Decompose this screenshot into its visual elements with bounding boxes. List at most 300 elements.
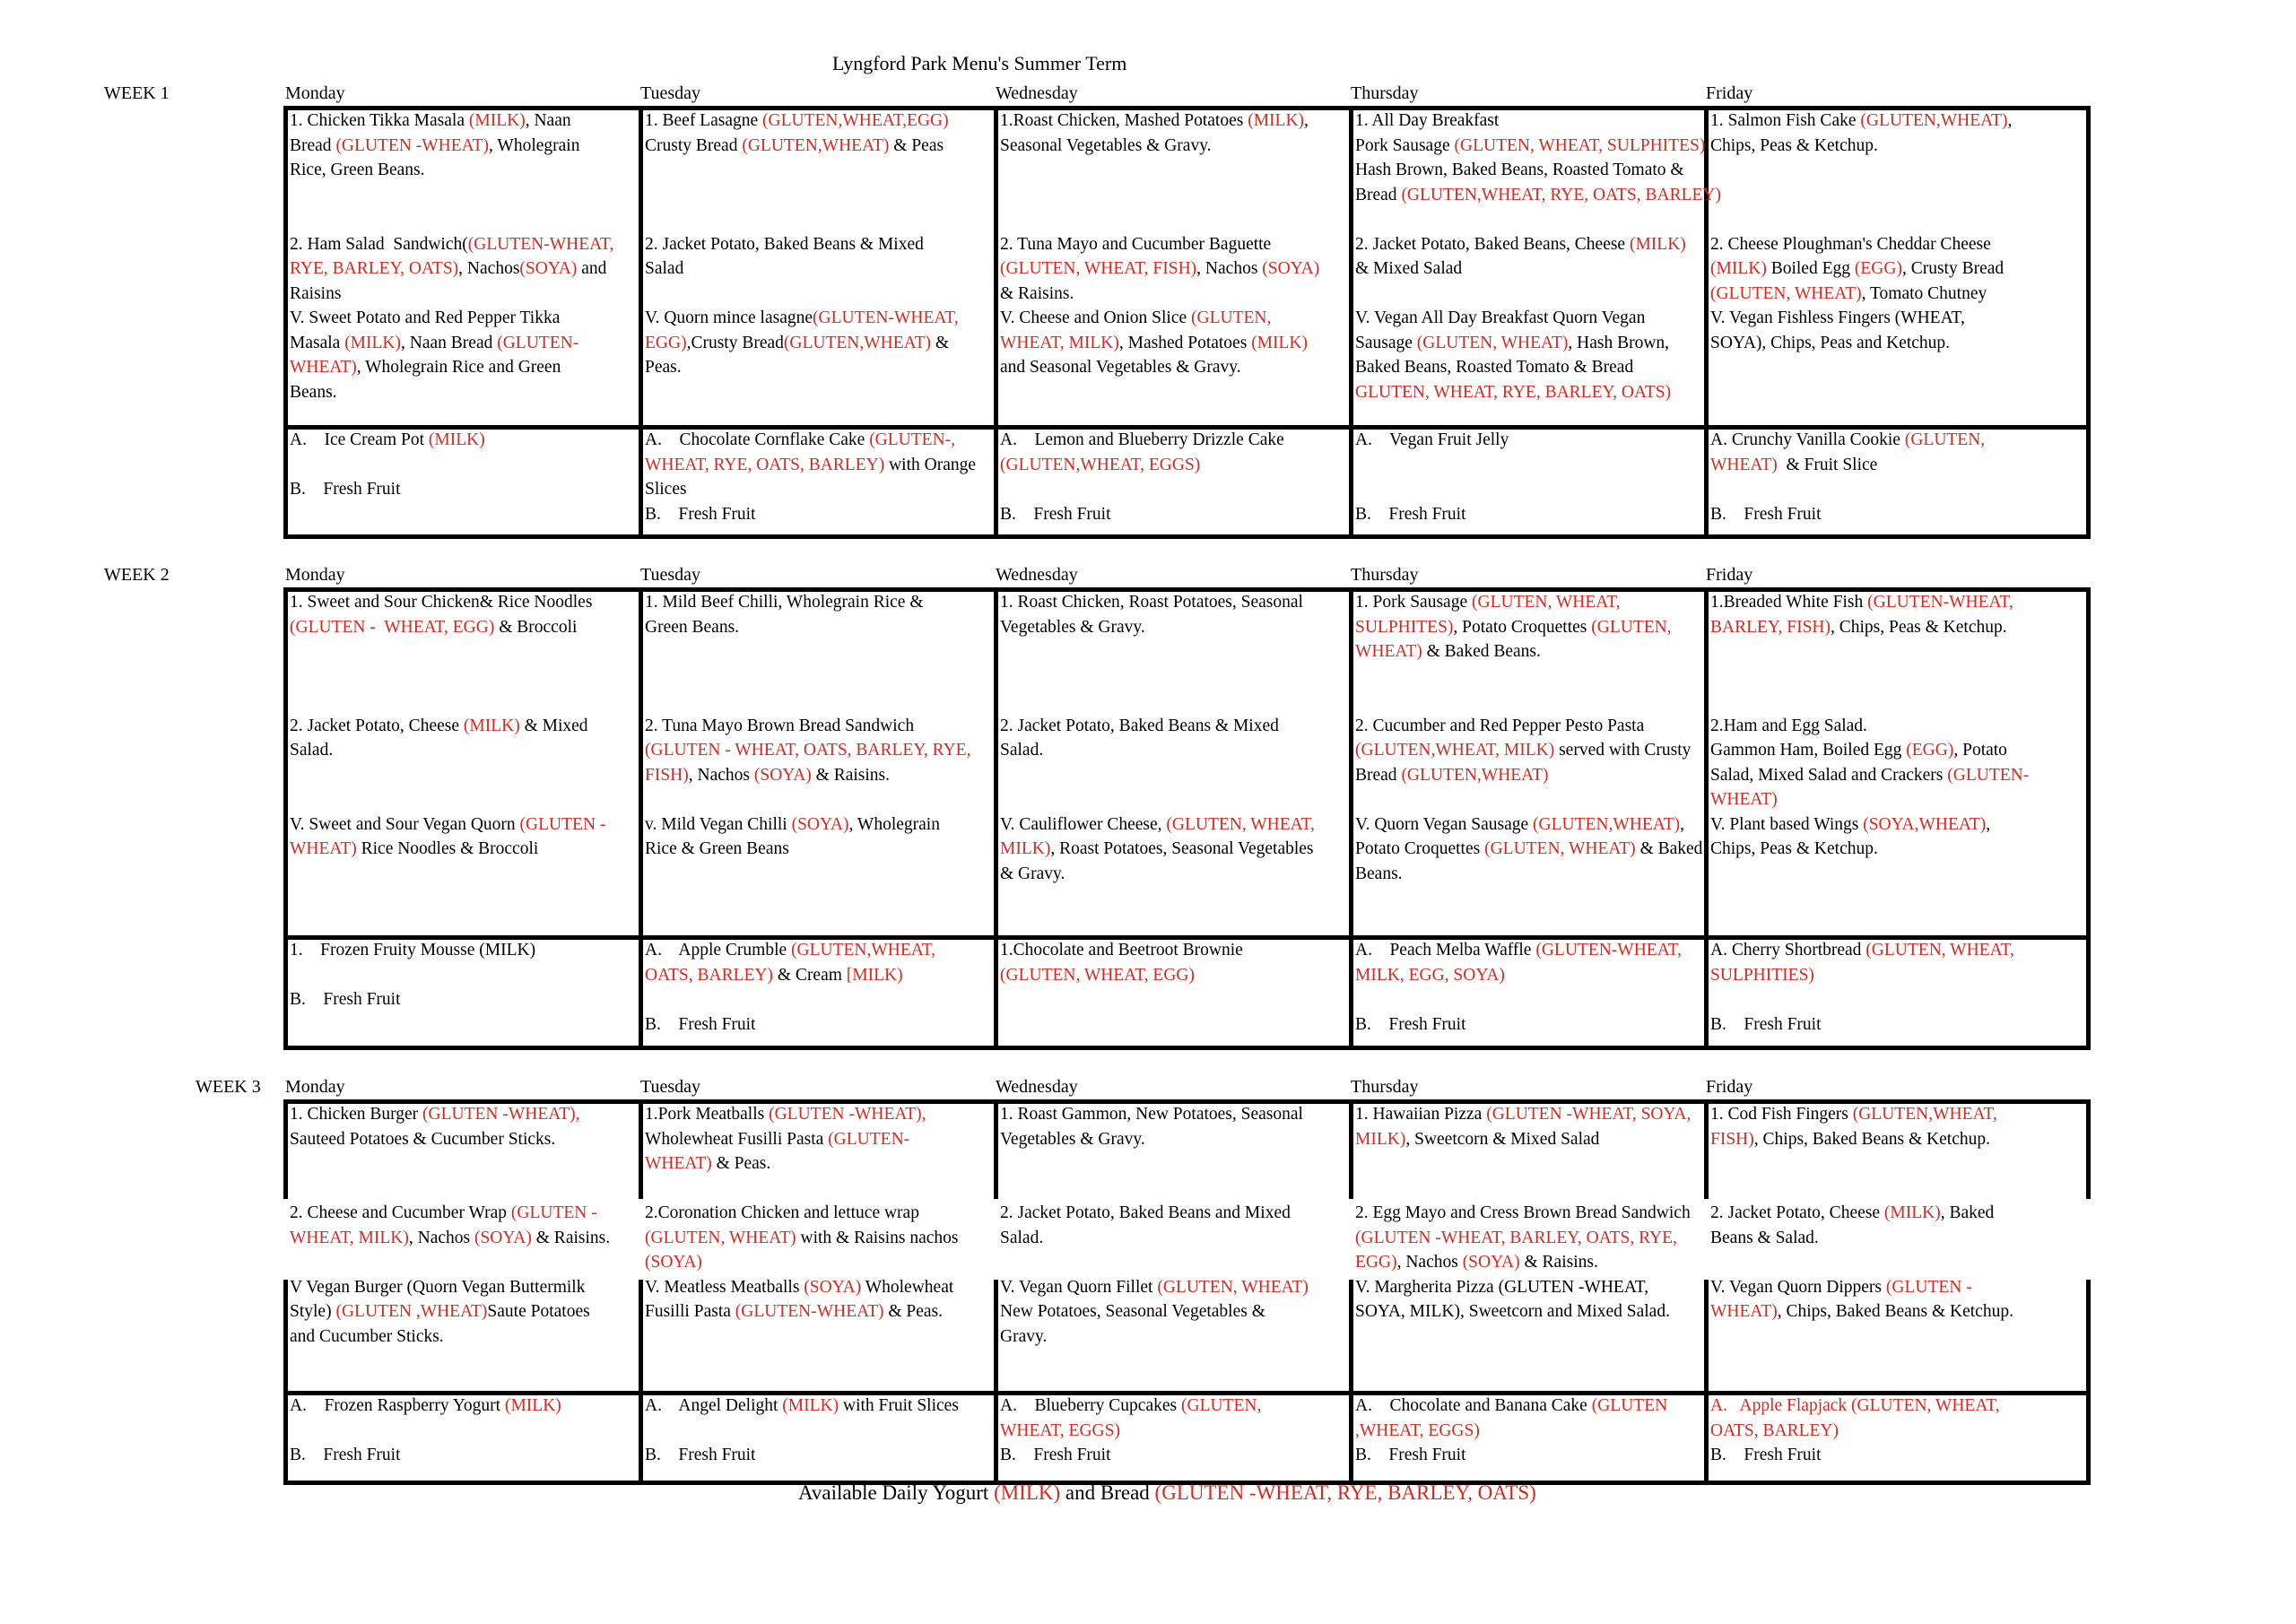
menu-text: A. Blueberry Cupcakes [1000,1396,1181,1415]
menu-line [645,306,992,331]
menu-text: Pork Sausage [1355,135,1455,155]
main-menu-cell [1000,590,1347,886]
menu-line [1710,1226,2084,1251]
allergen-text: (GLUTEN-, [869,430,956,449]
allergen-text: (GLUTEN,WHEAT) [1401,765,1549,785]
menu-text: A. Frozen Raspberry Yogurt [290,1396,505,1415]
menu-text: & Raisins. [1519,1253,1598,1272]
menu-text: 1. Cod Fish Fingers [1710,1105,1853,1124]
allergen-text: (GLUTEN,WHEAT, MILK) [1355,741,1555,760]
menu-text: Beans. [1355,864,1403,883]
allergen-text: (MILK) [463,716,520,735]
menu-line [1000,109,1347,134]
menu-text: 1.Roast Chicken, Mashed Potatoes [1000,111,1248,130]
allergen-text: EGG) [1355,1253,1397,1272]
menu-line [1355,1012,1702,1038]
menu-text: A. Apple Crumble [645,941,792,960]
allergen-text: (GLUTEN-WHEAT, [1535,941,1682,960]
allergen-text: (SOYA) [645,1253,702,1272]
menu-text: 1. Sweet and Sour Chicken& Rice Noodles [290,593,593,612]
footer-milk: (MILK) [994,1481,1061,1504]
menu-line [645,1201,992,1226]
menu-line [290,938,637,963]
allergen-text: OATS, BARLEY) [1710,1420,1839,1440]
menu-line [1710,689,2084,714]
allergen-text: SULPHITIES) [1710,965,1814,985]
menu-line [1710,331,2084,356]
dessert-cell [1000,1394,1347,1468]
menu-text: & Baked Beans. [1422,642,1541,661]
menu-line [1355,812,1702,838]
dessert-cell [1710,938,2084,1037]
menu-text: V. Vegan Quorn Dippers [1710,1277,1886,1297]
menu-text: V. Vegan All Day Breakfast Quorn Vegan [1355,308,1646,327]
menu-line [1710,763,2084,788]
allergen-text: WHEAT, EGGS) [1000,1420,1120,1440]
allergen-text: (GLUTEN, WHEAT) [1416,333,1569,352]
menu-text: 1.Chocolate and Beetroot Brownie [1000,941,1243,960]
menu-line [1355,1299,1702,1324]
allergen-text: (GLUTEN,WHEAT) [1533,814,1681,834]
menu-text: Rice, Green Beans. [290,161,425,179]
menu-text: , Nachos [408,1228,474,1247]
dessert-cell [1355,1394,1702,1468]
menu-text: New Potatoes, Seasonal Vegetables & [1000,1302,1265,1321]
allergen-text: WHEAT) [645,1154,712,1173]
grid-vertical-line [639,1099,643,1485]
menu-text: & Fruit Slice [1777,455,1878,474]
menu-line [1000,1324,1347,1350]
grid-vertical-line [2086,106,2091,539]
allergen-text: (GLUTEN, WHEAT, SULPHITES) [1454,135,1706,155]
menu-text: V. Margherita Pizza (GLUTEN -WHEAT, [1355,1277,1649,1297]
menu-text: & Peas. [883,1302,944,1321]
menu-text: 1. Chicken Tikka Masala [290,111,469,130]
menu-line [290,689,637,714]
menu-line [290,109,637,134]
allergen-text: (MILK) [782,1396,839,1415]
allergen-text: OATS, BARLEY) [645,965,774,985]
grid-vertical-line [994,106,998,539]
menu-line [645,1275,992,1300]
menu-line [290,256,637,282]
menu-line [1710,615,2084,640]
menu-line [1000,590,1347,615]
menu-line [1000,787,1347,812]
allergen-text: WHEAT, RYE, OATS, BARLEY) [645,455,885,474]
week-label: WEEK 1 [104,83,170,103]
grid-vertical-line [639,106,643,539]
menu-line [290,380,637,405]
menu-line [290,987,637,1012]
allergen-text: (MILK) [1629,234,1686,254]
menu-line [290,331,637,356]
menu-text: , Chips, Baked Beans & Ketchup. [1753,1129,1990,1149]
menu-text: Masala [290,333,345,352]
menu-text: A. Chocolate and Banana Cake [1355,1396,1592,1415]
menu-line [290,1226,637,1251]
menu-text: , Nachos [1396,1253,1463,1272]
allergen-text: WHEAT) [1710,1302,1778,1321]
menu-line [1000,306,1347,331]
allergen-text: (MILK) [428,430,485,449]
menu-text: V. Vegan Quorn Fillet [1000,1277,1158,1297]
menu-line [645,1394,992,1419]
menu-text: and [577,259,607,278]
menu-line [1355,763,1702,788]
main-menu-cell [1710,109,2084,355]
main-menu-cell [1000,109,1347,380]
menu-text: Style) [290,1302,336,1321]
menu-line [1355,1102,1702,1127]
menu-line [290,282,637,307]
menu-text: A. Crunchy Vanilla Cookie [1710,430,1905,449]
dessert-cell [1355,428,1702,526]
allergen-text: MILK, EGG, SOYA) [1355,965,1505,985]
menu-text: SOYA), Chips, Peas and Ketchup. [1710,333,1951,352]
menu-line [645,355,992,380]
menu-text: & Mixed Salad [1355,259,1463,278]
menu-line [1000,1299,1347,1324]
menu-line [1355,306,1702,331]
menu-line [1355,207,1702,232]
menu-line [1355,615,1702,640]
menu-line [645,738,992,763]
menu-line [290,453,637,478]
menu-line [645,714,992,739]
menu-line [1710,639,2084,664]
menu-line [1710,453,2084,478]
menu-line [1000,502,1347,527]
menu-line [645,428,992,453]
allergen-text: (EGG) [1906,741,1954,760]
menu-line [290,590,637,615]
menu-line [1355,689,1702,714]
menu-text: 2. Jacket Potato, Baked Beans & Mixed [1000,716,1279,735]
menu-text: v. Mild Vegan Chilli [645,814,792,834]
menu-text: 1. All Day Breakfast [1355,111,1500,130]
menu-line [290,1299,637,1324]
menu-text: with Fruit Slices [839,1396,959,1415]
menu-text: 2. Cheese and Cucumber Wrap [290,1203,511,1222]
menu-line [290,787,637,812]
menu-line [1355,502,1702,527]
menu-text: with Orange [884,455,977,474]
day-name: Thursday [1351,1077,1419,1097]
menu-text: Hash Brown, Baked Beans, Roasted Tomato & [1355,161,1684,179]
menu-line [645,477,992,502]
menu-text: V. Quorn Vegan Sausage [1355,814,1534,834]
menu-line [1710,256,2084,282]
allergen-text: (GLUTEN- [828,1129,910,1149]
menu-text: , Hash Brown, [1568,333,1670,352]
menu-line [290,1324,637,1350]
menu-text: Vegetables & Gravy. [1000,1129,1145,1149]
menu-text: Gravy. [1000,1326,1048,1346]
menu-text: Salad. [1000,1228,1044,1247]
dessert-cell [645,938,992,1037]
dessert-cell [1355,938,1702,1037]
menu-text: B. Fresh Fruit [645,1446,756,1464]
menu-line [1710,987,2084,1012]
dessert-cell [290,938,637,1012]
menu-text: with & Raisins nachos [796,1228,959,1247]
menu-line [645,109,992,134]
menu-line [645,282,992,307]
menu-text: , Mashed Potatoes [1118,333,1252,352]
menu-line [645,963,992,988]
menu-line [1355,428,1702,453]
menu-text: V Vegan Burger (Quorn Vegan Buttermilk [290,1277,586,1297]
menu-line [645,1443,992,1468]
menu-text: , Chips, Peas & Ketchup. [1831,617,2007,637]
menu-line [290,232,637,257]
menu-text: A. Ice Cream Pot [290,430,429,449]
menu-line [290,639,637,664]
menu-text: & Raisins. [811,765,891,785]
menu-line [645,689,992,714]
menu-line [645,615,992,640]
menu-text: , Naan [525,111,571,130]
menu-text: Peas. [645,358,682,377]
menu-text: , [1986,814,1991,834]
menu-line [1355,1226,1702,1251]
day-name: Tuesday [640,565,701,585]
menu-text: 2. Jacket Potato, Baked Beans, Cheese [1355,234,1630,254]
allergen-text: (MILK) [1251,333,1309,352]
menu-line [1710,1394,2084,1419]
menu-line [1000,1127,1347,1152]
menu-line [1710,207,2084,232]
menu-text: A. Chocolate Cornflake Cake [645,430,870,449]
menu-line [1355,477,1702,502]
allergen-text: WHEAT) [1355,642,1422,661]
day-name: Wednesday [996,1077,1078,1097]
menu-text: B. Fresh Fruit [1355,1446,1466,1464]
menu-text: B. Fresh Fruit [645,504,756,524]
grid-vertical-line [1704,1099,1709,1485]
menu-line [1710,1177,2084,1202]
allergen-text: GLUTEN, WHEAT, RYE, BARLEY, OATS) [1355,382,1672,402]
grid-horizontal-line [283,534,2091,539]
menu-line [645,207,992,232]
main-menu-cell [290,590,637,862]
main-menu-cell [1000,1102,1347,1349]
menu-line [1355,453,1702,478]
menu-text: 2.Coronation Chicken and lettuce wrap [645,1203,919,1222]
menu-text: , Baked [1940,1203,1995,1222]
allergen-text: WHEAT) [1710,790,1778,809]
allergen-text: (GLUTEN,WHEAT, [791,941,936,960]
day-name: Wednesday [996,83,1078,103]
menu-line [1710,837,2084,862]
menu-line [1000,158,1347,183]
allergen-text: MILK) [1000,839,1051,858]
menu-line [1355,963,1702,988]
allergen-text: (GLUTEN [1591,1396,1668,1415]
day-name: Friday [1706,83,1753,103]
footer-bread-allergens: (GLUTEN -WHEAT, RYE, BARLEY, OATS) [1154,1481,1536,1504]
menu-line [290,1127,637,1152]
allergen-text: SULPHITES) [1355,617,1454,637]
day-name: Thursday [1351,565,1419,585]
main-menu-cell [1355,1102,1702,1324]
menu-text: 2. Jacket Potato, Cheese [1710,1203,1884,1222]
allergen-text: (GLUTEN - [1885,1277,1972,1297]
day-header-row [0,81,2296,106]
menu-line [1710,1151,2084,1177]
allergen-text: (GLUTEN -WHEAT), [769,1105,926,1124]
menu-line [1000,183,1347,208]
allergen-text: WHEAT) [290,358,357,377]
menu-line [1000,1201,1347,1226]
menu-line [645,158,992,183]
main-menu-cell [645,1102,992,1324]
allergen-text: [MILK) [846,965,903,985]
menu-text: Rice Noodles & Broccoli [356,839,539,858]
menu-line [1000,963,1347,988]
menu-line [1355,787,1702,812]
menu-text: & Gravy. [1000,864,1065,883]
menu-text: Seasonal Vegetables & Gravy. [1000,135,1212,155]
grid-vertical-line [283,587,288,1050]
dessert-cell [645,428,992,526]
allergen-text: (MILK) [1248,111,1305,130]
menu-text: & Mixed [519,716,588,735]
border-gap [994,1199,999,1280]
day-header-row [0,1074,2296,1099]
menu-text: B. Fresh Fruit [290,480,401,499]
menu-text: and Cucumber Sticks. [290,1326,444,1346]
menu-line [1710,1102,2084,1127]
menu-line [1355,639,1702,664]
menu-line [290,1201,637,1226]
menu-text: 1.Pork Meatballs [645,1105,770,1124]
menu-text: , Naan Bread [401,333,498,352]
main-menu-cell [1355,590,1702,886]
allergen-text: (SOYA,WHEAT) [1863,814,1987,834]
allergen-text: (GLUTEN -WHEAT) [335,135,490,155]
menu-line [645,812,992,838]
menu-text: 2. Jacket Potato, Baked Beans and Mixed [1000,1203,1291,1222]
menu-line [1355,1177,1702,1202]
menu-text: SOYA, MILK), Sweetcorn and Mixed Salad. [1355,1302,1670,1321]
menu-line [1000,1443,1347,1468]
menu-text: 1. Beef Lasagne [645,111,763,130]
dessert-cell [1710,1394,2084,1468]
menu-line [1000,1177,1347,1202]
menu-text: & Baked [1635,839,1703,858]
allergen-text: (SOYA) [519,259,578,278]
grid-vertical-line [1349,587,1353,1050]
day-name: Monday [285,1077,345,1097]
day-name: Friday [1706,565,1753,585]
menu-line [645,256,992,282]
menu-line [645,1177,992,1202]
allergen-text: (GLUTEN-WHEAT, [813,308,959,327]
main-menu-cell [645,109,992,380]
menu-line [1710,306,2084,331]
menu-text: V. Cheese and Onion Slice [1000,308,1192,327]
menu-line [1000,256,1347,282]
allergen-text: ,WHEAT, EGGS) [1355,1420,1480,1440]
menu-line [1355,1419,1702,1444]
allergen-text: (GLUTEN, WHEAT, [1472,593,1621,612]
grid-vertical-line [283,1099,288,1485]
menu-text: Green Beans. [645,617,740,637]
menu-line [1000,615,1347,640]
menu-line [1000,1275,1347,1300]
menu-line [645,1102,992,1127]
menu-line [290,1102,637,1127]
menu-line [1355,1443,1702,1468]
day-name: Thursday [1351,83,1419,103]
allergen-text: (GLUTEN, WHEAT) [1157,1277,1309,1297]
footer-note [798,1479,1536,1507]
menu-line [1355,1201,1702,1226]
menu-line [1000,862,1347,887]
menu-line [1710,183,2084,208]
menu-text: served with Crusty [1554,741,1692,760]
menu-line [1710,282,2084,307]
allergen-text: (GLUTEN -WHEAT), [422,1105,580,1124]
menu-line [1710,787,2084,812]
menu-text: Chips, Peas & Ketchup. [1710,839,1878,858]
menu-text: Wholewheat Fusilli Pasta [645,1129,829,1149]
menu-line [1000,331,1347,356]
allergen-text: (MILK) [1710,259,1767,278]
menu-text: Saute Potatoes [487,1302,590,1321]
menu-text: & Peas [889,135,944,155]
menu-line [1710,1419,2084,1444]
menu-text: , Nachos [1196,259,1263,278]
menu-line [1710,477,2084,502]
grid-vertical-line [1349,1099,1353,1485]
menu-line [1710,1443,2084,1468]
menu-line [290,1275,637,1300]
allergen-text: (GLUTEN, WHEAT) [1710,283,1862,303]
menu-text: A. Vegan Fruit Jelly [1355,430,1509,449]
menu-line [645,502,992,527]
menu-line [1355,738,1702,763]
menu-text: Fusilli Pasta [645,1302,735,1321]
menu-text: 2. Jacket Potato, Baked Beans & Mixed [645,234,924,254]
menu-text: & Cream [773,965,847,985]
menu-text: 2. Cucumber and Red Pepper Pesto Pasta [1355,716,1645,735]
menu-text: V. Vegan Fishless Fingers (WHEAT, [1710,308,1965,327]
menu-text: 1.Breaded White Fish [1710,593,1868,612]
day-name: Friday [1706,1077,1753,1097]
menu-line [1000,1226,1347,1251]
page-title: Lyngford Park Menu's Summer Term [832,52,1127,74]
menu-line [1710,158,2084,183]
allergen-text: (SOYA) [804,1277,862,1297]
allergen-text: (GLUTEN, WHEAT, [1866,941,2014,960]
footer-prefix: Available Daily Yogurt [798,1481,995,1504]
menu-text: Potato Croquettes [1355,839,1485,858]
menu-line [1000,134,1347,159]
menu-text: 2. Jacket Potato, Cheese [290,716,464,735]
menu-line [1000,355,1347,380]
grid-vertical-line [1349,106,1353,539]
allergen-text: (GLUTEN - [510,1203,597,1222]
menu-line [1000,938,1347,963]
menu-line [290,1394,637,1419]
menu-line [290,183,637,208]
menu-text: A. Angel Delight [645,1396,783,1415]
allergen-text: (SOYA) [1262,259,1320,278]
menu-line [1710,590,2084,615]
